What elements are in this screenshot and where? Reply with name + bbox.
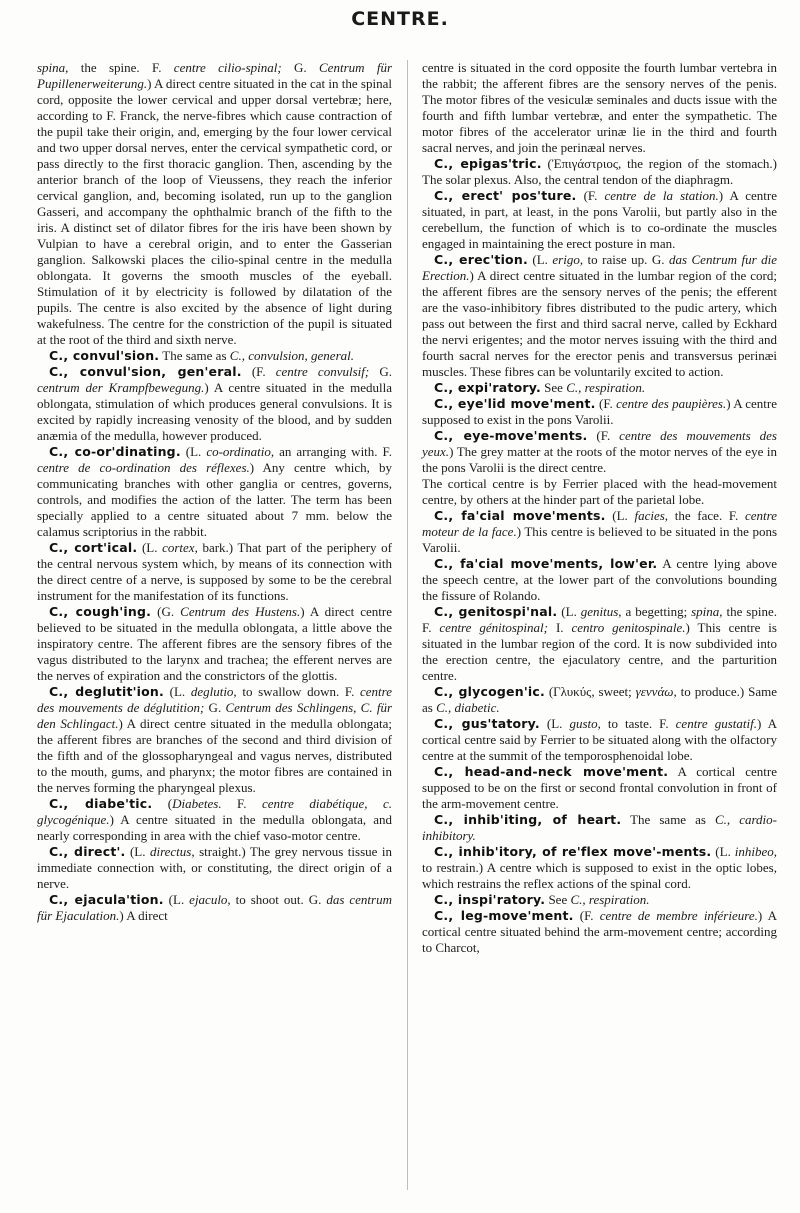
entry-text: (F. [573, 908, 600, 923]
dictionary-entry [37, 796, 392, 844]
entry-text: ) A cortical centre situated behind the arm-movement centre; according to Charcot, [422, 908, 778, 955]
entry-text: the spine. F. [68, 60, 174, 75]
entry-text: ) A centre situated in the medulla oblongata, stimulation of which produces general convulsions. It is excited by rapidly increasing venosity of the blood, and by sudden anæmia of the medulla, however produced. [37, 380, 393, 443]
italic-text: C., diabetic. [436, 700, 500, 715]
dictionary-entry [37, 684, 392, 796]
entry-text: I. [547, 620, 572, 635]
entry-text: (L. [527, 252, 553, 267]
italic-text: centre des mouvements des yeux. [422, 428, 777, 459]
dictionary-entry [422, 764, 777, 812]
entry-text: ) A direct centre situated in the medulla oblongata; the afferent fibres are branches of the second and third division of the fifth and of the glossopharyngeal and vagus nerves, distributed to the mouth, gums, and pharynx; the motor fibres are contained in the nerves forming the pharyngeal plexus. [37, 716, 392, 795]
dictionary-entry [422, 252, 777, 380]
italic-text: centrum der Krampfbewegung. [37, 380, 205, 395]
entry-text: See [540, 380, 567, 395]
entry-text: (L. [711, 844, 735, 859]
entry-headword: C., deglutit'ion. [49, 684, 164, 699]
entry-headword: C., head-and-neck move'ment. [434, 764, 669, 779]
entry-headword: C., inhib'iting, of heart. [434, 812, 622, 827]
italic-text: centre diabétique, c. glycogénique. [37, 796, 392, 827]
dictionary-entry [422, 716, 777, 764]
italic-text: C., convulsion, general. [229, 348, 354, 363]
italic-text: C., cardio-inhibitory. [422, 812, 777, 843]
entry-text: A cortical centre supposed to be on the first or second frontal convolution in front of the arm-movement centre. [422, 764, 777, 811]
entry-text: ) This centre is situated in the lumbar region of the cord. It is now subdivided into the erection centre, the ejaculatory centre, and the parturition centre. [422, 620, 777, 683]
italic-text: das Centrum fur die Erection. [422, 252, 777, 283]
italic-text: spina, [37, 60, 69, 75]
italic-text: γεννάω, [635, 684, 677, 699]
entry-text: (Ἐπιγάστριος, the region of the stomach.) The solar plexus. Also, the central tendon of the diaphragm. [422, 156, 777, 187]
entry-headword: C., fa'cial move'ments, low'er. [434, 556, 658, 571]
italic-text: centre cilio-spinal; [173, 60, 282, 75]
entry-text: (L. [163, 684, 191, 699]
right-column [422, 60, 777, 956]
dictionary-entry [37, 364, 392, 444]
entry-headword: C., diabe'tic. [49, 796, 153, 811]
entry-headword: C., convul'sion, gen'eral. [49, 364, 242, 379]
dictionary-entry [422, 892, 777, 908]
entry-text: (F. [241, 364, 276, 379]
dictionary-entry [37, 444, 392, 540]
entry-headword: C., fa'cial move'ments. [434, 508, 606, 523]
entry-text: ) Any centre which, by communicating branches with other ganglia or centres, governs, controls, and modifies the action of the latter. The term has been specially applied to a centre situated about 7 mm. below the calamus scriptorius in the rabbit. [37, 460, 392, 539]
entry-text: to raise up. G. [583, 252, 669, 267]
entry-text: The same as [621, 812, 715, 827]
italic-text: deglutio, [190, 684, 237, 699]
entry-headword: C., erect' pos'ture. [434, 188, 577, 203]
running-head: CENTRE. [351, 8, 449, 30]
italic-text: Diabetes. [172, 796, 222, 811]
dictionary-entry [37, 604, 392, 684]
italic-text: centre gustatif. [675, 716, 757, 731]
italic-text: ejaculo, [189, 892, 231, 907]
entry-text: to swallow down. F. [236, 684, 360, 699]
italic-text: centre convulsif; [275, 364, 370, 379]
dictionary-entry [422, 396, 777, 428]
entry-headword: C., ejacula'tion. [49, 892, 164, 907]
entry-text: a begetting; [621, 604, 692, 619]
entry-text: (L. [137, 540, 163, 555]
italic-text: centre de la station. [604, 188, 719, 203]
entry-text: G. [281, 60, 320, 75]
entry-headword: C., glycogen'ic. [434, 684, 545, 699]
italic-text: centre des paupières. [616, 396, 727, 411]
dictionary-entry [422, 604, 777, 684]
dictionary-entry [422, 844, 777, 892]
entry-text: an arranging with. F. [274, 444, 392, 459]
entry-text: G. [369, 364, 392, 379]
dictionary-entry [422, 156, 777, 188]
entry-headword: C., direct'. [49, 844, 126, 859]
entry-text: (Γλυκύς, sweet; [544, 684, 636, 699]
entry-headword: C., erec'tion. [434, 252, 528, 267]
entry-text: The cortical centre is by Ferrier placed with the head-movement centre, by others at the hinder part of the parietal lobe. [422, 476, 777, 507]
entry-headword: C., epigas'tric. [434, 156, 542, 171]
italic-text: directus, [149, 844, 195, 859]
entry-text: ) A direct centre believed to be situated in the medulla oblongata, a little above the inspiratory centre. The afferent fibres are the sensory fibres of the vagus distributed to the larynx and trachea; the efferent nerves are the nerves of expiration and the constrictors of the glottis. [37, 604, 393, 683]
continuation-paragraph [37, 60, 392, 348]
continuation-paragraph [422, 476, 777, 508]
entry-headword: C., co-or'dinating. [49, 444, 181, 459]
entry-text: The same as [159, 348, 230, 363]
continuation-paragraph [422, 60, 777, 156]
dictionary-entry [37, 540, 392, 604]
entry-headword: C., cough'ing. [49, 604, 152, 619]
entry-headword: C., eye-move'ments. [434, 428, 588, 443]
entry-headword: C., genitospi'nal. [434, 604, 558, 619]
italic-text: genitus, [580, 604, 622, 619]
italic-text: co-ordinatio, [206, 444, 275, 459]
dictionary-entry [422, 908, 777, 956]
italic-text: gusto, [569, 716, 601, 731]
entry-text: ) A direct centre situated in the cat in the spinal cord, opposite the lower cervical and upper dorsal vertebræ; here, according to F. Franck, the nerve-fibres which cause contraction of the pupil take their origin, and, emerging by the four lower cervical and two upper dorsal nerves, enter the cervical sympathetic cord, or pass directly to the first thoracic ganglion. Then, ascending by the anterior branch of the loop of Vieussens, they reach the inferior cervical ganglion, and, becoming isolated, run up to the ganglion Gasseri, and accompany the ophthalmic branch of the fifth to the iris. A distinct set of dilator fibres for the iris have been shown by Vulpian to have a cerebral origin, and to enter the Gasserian ganglion. Salkowski places the cilio-spinal centre in the medulla oblongata. It governs the smooth muscles of the eyeball. Stimulation of it by electricity is followed by dilatation of the pupils. The centre is also excited by the absence of light during wakefulness. The centre for the constriction of the pupil is situated at the root of the third and sixth nerve. [37, 76, 392, 347]
column-divider [407, 60, 408, 1190]
dictionary-entry [422, 380, 777, 396]
entry-headword: C., leg-move'ment. [434, 908, 574, 923]
entry-text: bark.) That part of the periphery of the central nervous system which, by means of its connection with the direct centre of a nerve, is supposed by some to be the cerebral instrument for the manifestation of its functions. [37, 540, 392, 603]
italic-text: cortex, [162, 540, 198, 555]
italic-text: centre moteur de la face. [422, 508, 777, 539]
entry-text: to shoot out. G. [230, 892, 327, 907]
entry-text: ) This centre is believed to be situated in the pons Varolii. [422, 524, 777, 555]
italic-text: erigo, [552, 252, 584, 267]
italic-text: Centrum des Schlingens, C. für den Schlingact. [37, 700, 393, 731]
italic-text: centre de membre inférieure. [599, 908, 758, 923]
italic-text: C., respiration. [566, 380, 646, 395]
entry-text: ) A direct centre situated in the lumbar region of the cord; the afferent fibres are the sensory nerves of the penis; the efferent are the vaso-inhibitory fibres distributed to the pudic artery, which pass out between the first and third sacral nerve, called by Eckhard the nervi erigentes; and the motor nerves issuing with the third and fourth sacral nerves for the erector penis and transversus perinæi muscles. These fibres can be voluntarily excited to action. [422, 268, 777, 379]
entry-text: See [545, 892, 571, 907]
entry-text: (L. [605, 508, 635, 523]
entry-text: ( [152, 796, 173, 811]
dictionary-entry [422, 508, 777, 556]
entry-text: (F. [587, 428, 620, 443]
entry-headword: C., gus'tatory. [434, 716, 540, 731]
italic-text: C., respiration. [570, 892, 650, 907]
italic-text: das centrum für Ejaculation. [37, 892, 392, 923]
dictionary-entry [422, 428, 777, 476]
italic-text: facies, [634, 508, 669, 523]
entry-text: ) A centre situated, in part, at least, in the pons Varolii, but partly also in the cerebellum, the function of which is to co-ordinate the muscles engaged in maintaining the erect posture in man. [422, 188, 777, 251]
entry-text: (L. [180, 444, 207, 459]
entry-text: the face. F. [668, 508, 745, 523]
entry-text: ) A cortical centre said by Ferrier to be situated along with the olfactory centre at the summit of the temporosphenoidal lobe. [422, 716, 777, 763]
dictionary-entry [422, 812, 777, 844]
entry-text: ) A direct [119, 908, 168, 923]
entry-text: centre is situated in the cord opposite the fourth lumbar vertebra in the rabbit; the afferent fibres are the sensory nerves of the penis. The motor fibres of the vesiculæ seminales and ducts issue with the fourth and fifth lumbar vertebræ, and enter the sympathetic. The motor fibres of the accelerator urinæ lie in the third and fourth sacral nerves, and join the perinæal nerves. [422, 60, 777, 155]
italic-text: centre de co-ordination des réflexes. [37, 460, 250, 475]
entry-text: (F. [595, 396, 617, 411]
entry-headword: C., cort'ical. [49, 540, 138, 555]
dictionary-entry [422, 684, 777, 716]
entry-text: (L. [557, 604, 581, 619]
entry-headword: C., inhib'itory, of re'flex move'-ments. [434, 844, 712, 859]
entry-text: to restrain.) A centre which is supposed to exist in the optic lobes, which restrains the reflex actions of the spinal cord. [422, 860, 777, 891]
entry-text: to produce.) Same as [422, 684, 777, 715]
entry-text: ) The grey matter at the roots of the motor nerves of the eye in the pons Varolii is the direct centre. [422, 444, 777, 475]
entry-text: ) A centre supposed to exist in the pons Varolii. [422, 396, 777, 427]
entry-headword: C., convul'sion. [49, 348, 160, 363]
entry-headword: C., eye'lid move'ment. [434, 396, 596, 411]
italic-text: spina, [691, 604, 723, 619]
entry-text: (F. [576, 188, 605, 203]
entry-text: A centre lying above the speech centre, at the lower part of the convolutions bounding the fissure of Rolando. [422, 556, 778, 603]
italic-text: centre génitospinal; [439, 620, 548, 635]
entry-text: (L. [125, 844, 150, 859]
dictionary-entry [37, 892, 392, 924]
italic-text: Centrum für Pupillenerweiterung. [37, 60, 393, 91]
entry-headword: C., inspi'ratory. [434, 892, 546, 907]
entry-text: straight.) The grey nervous tissue in immediate connection with, or constituting, the direct origin of a nerve. [37, 844, 392, 891]
entry-text: the spine. F. [422, 604, 777, 635]
dictionary-entry [422, 188, 777, 252]
entry-text: G. [204, 700, 226, 715]
dictionary-entry [37, 348, 392, 364]
entry-headword: C., expi'ratory. [434, 380, 541, 395]
entry-text: F. [221, 796, 262, 811]
dictionary-entry [422, 556, 777, 604]
entry-text: to taste. F. [600, 716, 676, 731]
left-column [37, 60, 392, 924]
entry-text: (L. [539, 716, 570, 731]
italic-text: centre des mouvements de déglutition; [37, 684, 392, 715]
entry-text: (G. [151, 604, 181, 619]
entry-text: ) A centre situated in the medulla oblongata, and nearly corresponding in area with the chief vaso-motor centre. [37, 812, 392, 843]
italic-text: centro genitospinale. [571, 620, 686, 635]
italic-text: inhibeo, [734, 844, 777, 859]
entry-text: (L. [163, 892, 190, 907]
dictionary-entry [37, 844, 392, 892]
italic-text: Centrum des Hustens. [180, 604, 301, 619]
